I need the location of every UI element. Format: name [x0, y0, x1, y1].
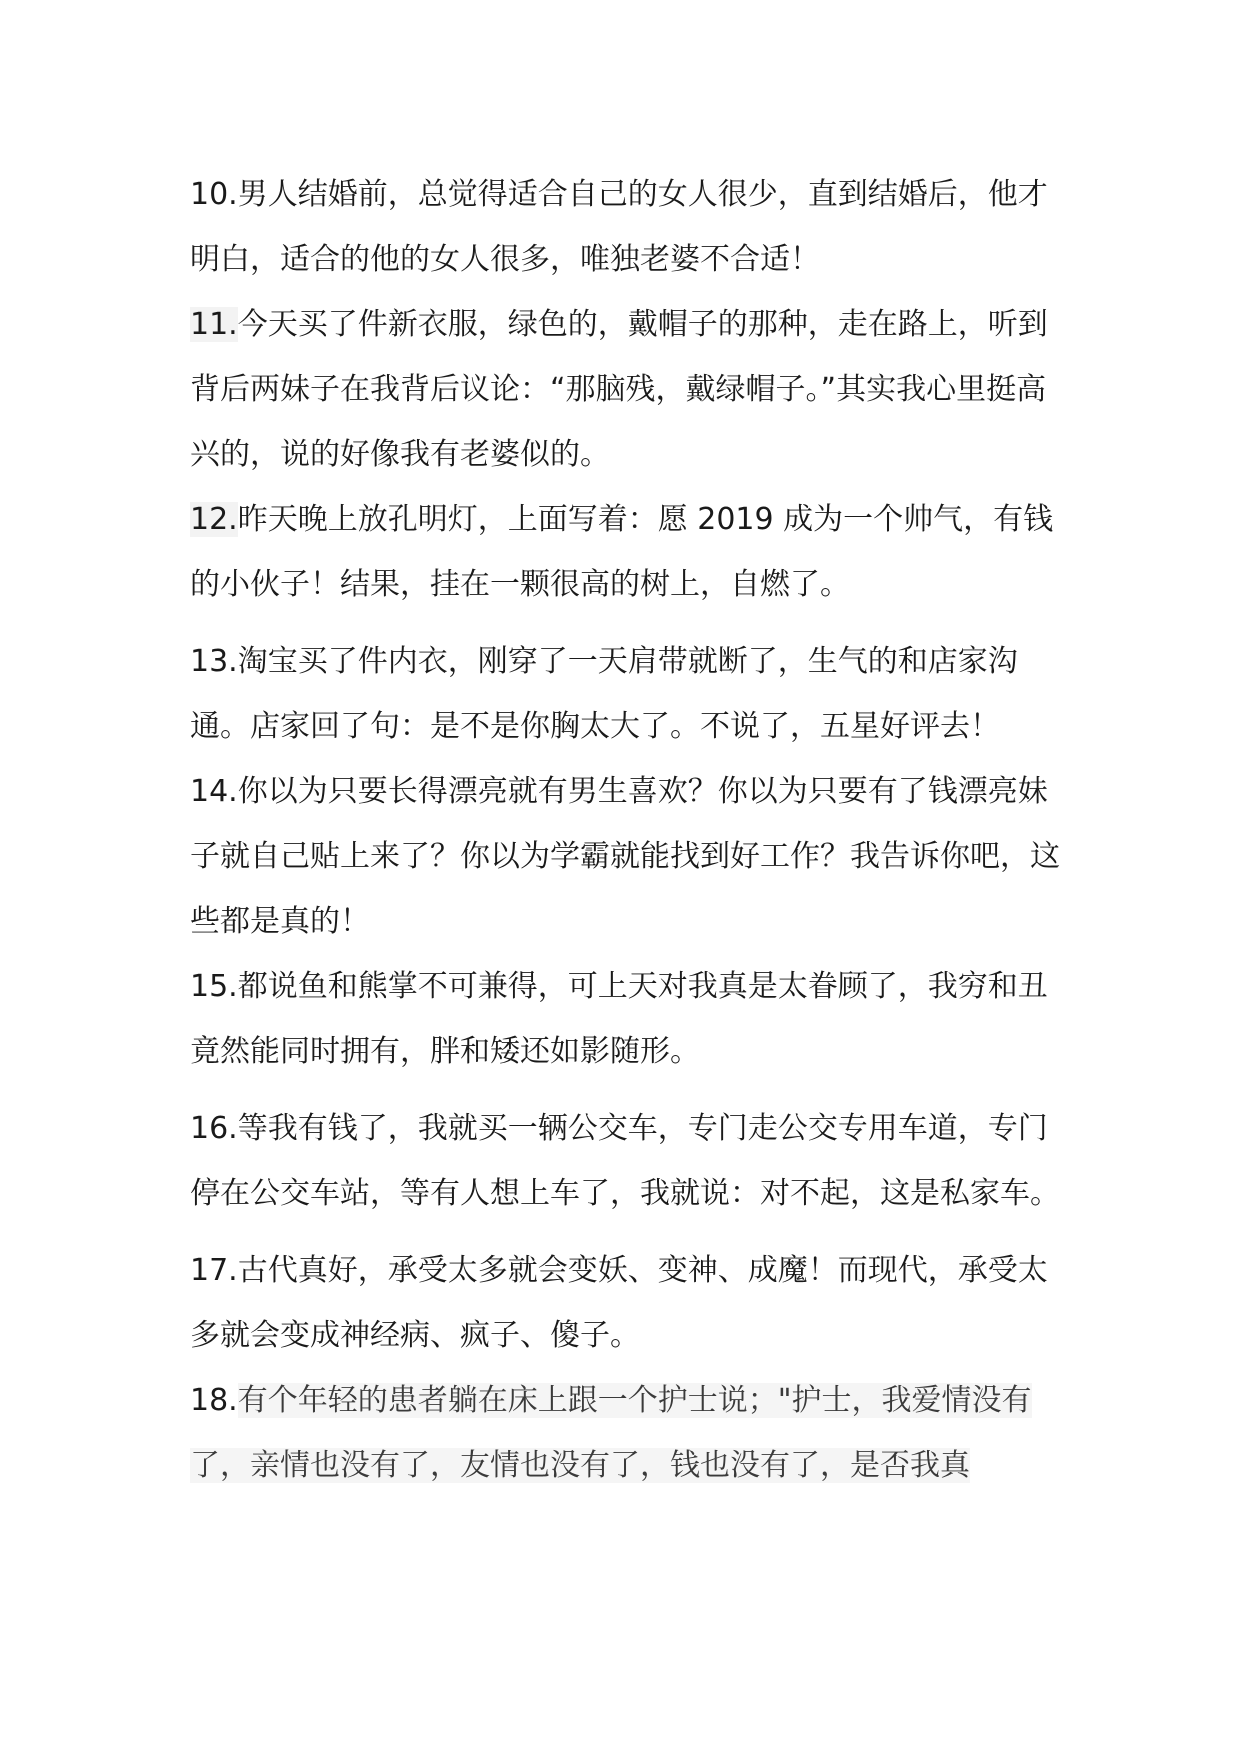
- list-item: [190, 629, 1060, 759]
- item-number: 12.: [190, 502, 238, 537]
- list-item: [190, 1368, 1060, 1498]
- item-number: 14.: [190, 774, 238, 809]
- item-text: 古代真好，承受太多就会变妖、变神、成魔！而现代，承受太多就会变成神经病、疯子、傻子。: [190, 1253, 1048, 1353]
- list-item: [190, 759, 1060, 954]
- item-text: 男人结婚前，总觉得适合自己的女人很少，直到结婚后，他才明白，适合的他的女人很多，唯独老婆不合适！: [190, 177, 1048, 277]
- item-text: 等我有钱了，我就买一辆公交车，专门走公交专用车道，专门停在公交车站，等有人想上车了，我就说：对不起，这是私家车。: [190, 1111, 1060, 1211]
- item-text: 淘宝买了件内衣，刚穿了一天肩带就断了，生气的和店家沟通。店家回了句：是不是你胸太大了。不说了，五星好评去！: [190, 644, 1018, 744]
- item-number: 15.: [190, 969, 238, 1004]
- list-item: [190, 1238, 1060, 1368]
- item-text: 今天买了件新衣服，绿色的，戴帽子的那种，走在路上，听到背后两妹子在我背后议论：“那脑残，戴绿帽子。”其实我心里挺高兴的，说的好像我有老婆似的。: [190, 307, 1048, 472]
- item-number: 16.: [190, 1111, 238, 1146]
- item-number: 13.: [190, 644, 238, 679]
- item-text: 昨天晚上放孔明灯，上面写着：愿 2019 成为一个帅气，有钱的小伙子！结果，挂在一颗很高的树上，自燃了。: [190, 502, 1054, 602]
- item-number: 10.: [190, 177, 238, 212]
- item-text: 都说鱼和熊掌不可兼得，可上天对我真是太眷顾了，我穷和丑竟然能同时拥有，胖和矮还如影随形。: [190, 969, 1048, 1069]
- item-text: 你以为只要长得漂亮就有男生喜欢？你以为只要有了钱漂亮妹子就自己贴上来了？你以为学霸就能找到好工作？我告诉你吧，这些都是真的！: [190, 774, 1060, 939]
- item-number: 11.: [190, 307, 238, 342]
- list-item: [190, 292, 1060, 487]
- list-item: [190, 954, 1060, 1084]
- item-number: 18.: [190, 1383, 238, 1418]
- joke-list: [190, 162, 1060, 1498]
- item-number: 17.: [190, 1253, 238, 1288]
- item-text: 有个年轻的患者躺在床上跟一个护士说；"护士，我爱情没有了，亲情也没有了，友情也没有了，钱也没有了，是否我真: [190, 1383, 1032, 1483]
- list-item: [190, 487, 1060, 617]
- list-item: [190, 1096, 1060, 1226]
- list-item: [190, 162, 1060, 292]
